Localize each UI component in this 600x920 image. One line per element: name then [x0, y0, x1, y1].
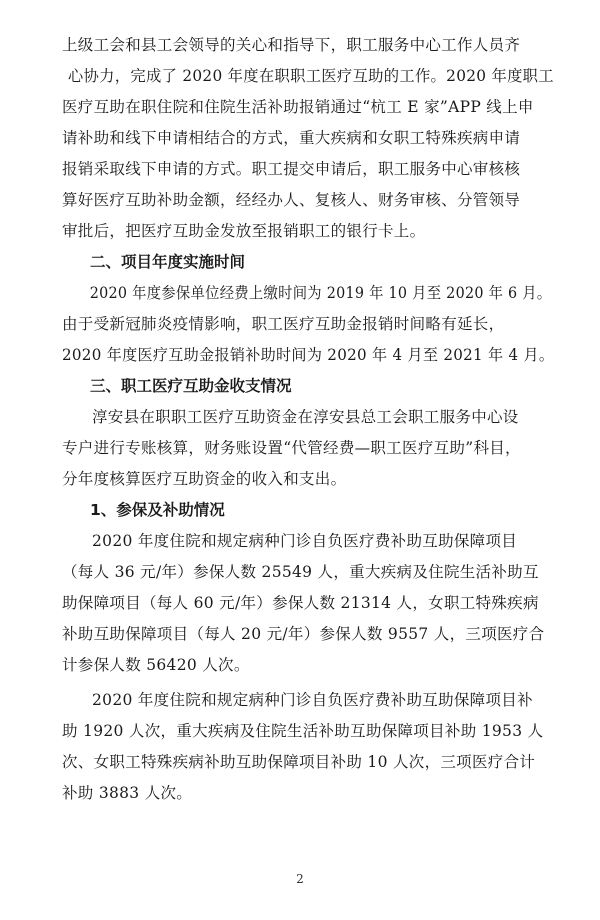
text-line: 2020 年度住院和规定病种门诊自负医疗费补助互助保障项目补 [92, 691, 533, 709]
paragraph-service-work [62, 30, 554, 247]
section-heading-fund-income-expense: 三、职工医疗互助金收支情况 [90, 377, 292, 395]
text-line: 由于受新冠肺炎疫情影响，职工医疗互助金报销时间略有延长， [62, 315, 505, 333]
text-line: 心协力，完成了 2020 年度在职职工医疗互助的工作。2020 年度职工 [67, 67, 554, 85]
text-line: 淳安县在职职工医疗互助资金在淳安县总工会职工服务中心设 [92, 408, 519, 426]
section-heading-implementation-time: 二、项目年度实施时间 [90, 253, 246, 271]
text-line: 算好医疗互助补助金额，经经办人、复核人、财务审核、分管领导 [62, 191, 521, 209]
paragraph-subsidy [62, 685, 554, 809]
text-line: 2020 年度医疗互助金报销补助时间为 2020 年 4 月至 2021 年 4 月。 [62, 346, 555, 364]
text-line: 补助 3883 人次。 [62, 784, 193, 802]
text-line: 报销采取线下申请的方式。职工提交申请后，职工服务中心审核核 [62, 160, 521, 178]
text-line: 请补助和线下申请相结合的方式，重大疾病和女职工特殊疾病申请 [62, 129, 521, 147]
text-line: 分年度核算医疗互助资金的收入和支出。 [62, 470, 347, 488]
subsection-heading-enrollment: 1、参保及补助情况 [90, 501, 225, 519]
text-line: 次、女职工特殊疾病补助互助保障项目补助 10 人次，三项医疗合计 [62, 753, 536, 771]
paragraph-fund-accounting [62, 402, 554, 495]
paragraph-implementation-time [62, 278, 554, 371]
text-line: 补助互助保障项目（每人 20 元/年）参保人数 9557 人，三项医疗合 [62, 625, 545, 643]
text-line: 2020 年度住院和规定病种门诊自负医疗费补助互助保障项目 [92, 532, 518, 550]
text-line: 助 1920 人次，重大疾病及住院生活补助互助保障项目补助 1953 人 [62, 722, 544, 740]
text-line: 审批后，把医疗互助金发放至报销职工的银行卡上。 [62, 222, 426, 240]
text-line: 专户进行专账核算，财务账设置“代管经费—职工医疗互助”科目， [62, 439, 521, 457]
document-page [62, 30, 554, 809]
text-line: 2020 年度参保单位经费上缴时间为 2019 年 10 月至 2020 年 6 月。 [89, 284, 552, 302]
text-line: 计参保人数 56420 人次。 [62, 656, 250, 674]
text-line: 助保障项目（每人 60 元/年）参保人数 21314 人，女职工特殊疾病 [62, 594, 539, 612]
text-line: 上级工会和县工会领导的关心和指导下，职工服务中心工作人员齐 [62, 36, 521, 54]
text-line: （每人 36 元/年）参保人数 25549 人，重大疾病及住院生活补助互 [62, 563, 539, 581]
paragraph-enrollment [62, 526, 554, 681]
page-number: 2 [296, 872, 304, 886]
text-line: 医疗互助在职住院和住院生活补助报销通过“杭工 E 家”APP 线上申 [62, 98, 534, 116]
